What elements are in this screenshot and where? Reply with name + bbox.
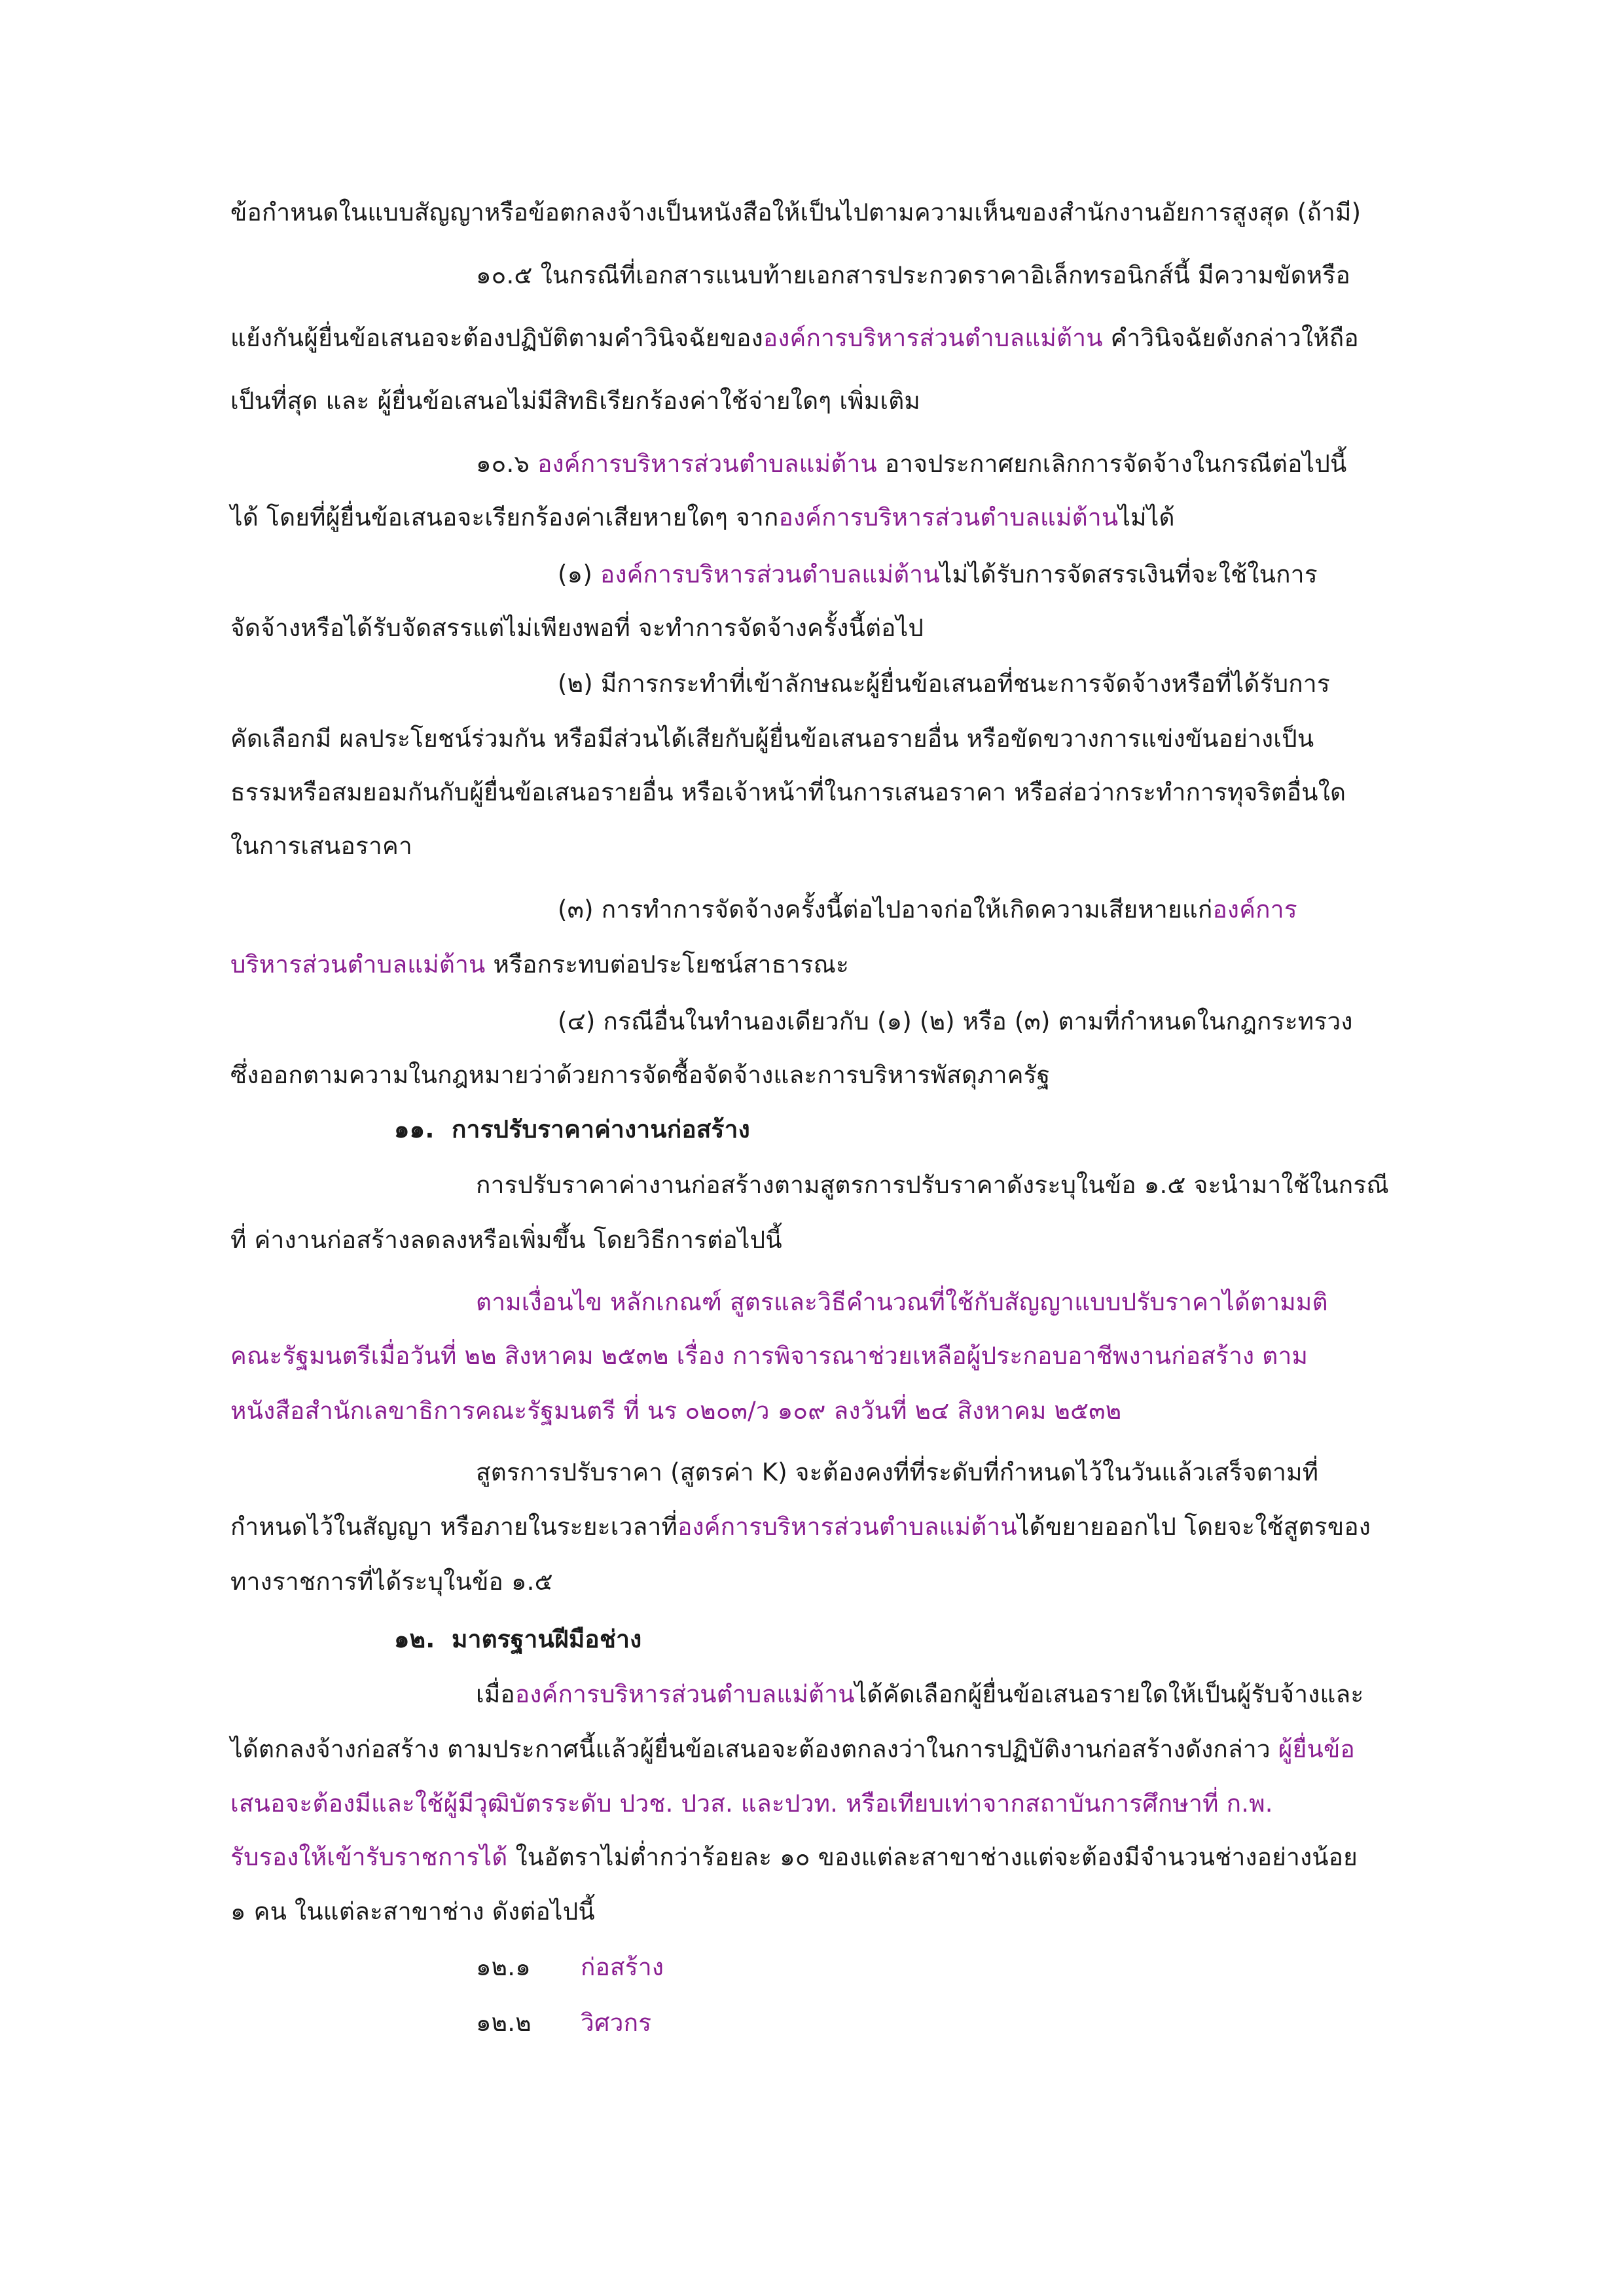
sub-item-2: (๒) มีการกระทำที่เข้าลักษณะผู้ยื่นข้อเสนอที่ชนะการจัดจ้างหรือที่ได้รับการ [558, 670, 1330, 698]
paragraph-line: รับรองให้เข้ารับราชการได้ ในอัตราไม่ต่ำกว่าร้อยละ ๑๐ ของแต่ละสาขาช่างแต่จะต้องมีจำนวนช่างอย่างน้อย [230, 1843, 1358, 1871]
paragraph-line: ได้ โดยที่ผู้ยื่นข้อเสนอจะเรียกร้องค่าเสียหายใดๆ จากองค์การบริหารส่วนตำบลแม่ต้านไม่ได้ [230, 503, 1175, 531]
highlighted-paragraph: เสนอจะต้องมีและใช้ผู้มีวุฒิบัตรระดับ ปวช. ปวส. และปวท. หรือเทียบเท่าจากสถาบันการศึกษาที่ ก.พ. [230, 1789, 1273, 1818]
paragraph-line: เป็นที่สุด และ ผู้ยื่นข้อเสนอไม่มีสิทธิเรียกร้องค่าใช้จ่ายใดๆ เพิ่มเติม [230, 387, 921, 415]
paragraph-line: ธรรมหรือสมยอมกันกับผู้ยื่นข้อเสนอรายอื่น หรือเจ้าหน้าที่ในการเสนอราคา หรือส่อว่ากระทำการทุจริตอื่นใด [230, 778, 1346, 806]
section-heading-12: ๑๒. มาตรฐานฝีมือช่าง [394, 1625, 642, 1653]
paragraph-line: บริหารส่วนตำบลแม่ต้าน หรือกระทบต่อประโยชน์สาธารณะ [230, 950, 850, 978]
org-name: องค์การบริหารส่วนตำบลแม่ต้าน [600, 560, 940, 588]
highlighted-paragraph: หนังสือสำนักเลขาธิการคณะรัฐมนตรี ที่ นร ๐๒๐๓/ว ๑๐๙ ลงวันที่ ๒๔ สิงหาคม ๒๕๓๒ [230, 1397, 1122, 1425]
paragraph-line: ทางราชการที่ได้ระบุในข้อ ๑.๕ [230, 1568, 553, 1596]
clause-10-6: ๑๐.๖ องค์การบริหารส่วนตำบลแม่ต้าน อาจประกาศยกเลิกการจัดจ้างในกรณีต่อไปนี้ [476, 450, 1347, 478]
org-name: องค์การบริหารส่วนตำบลแม่ต้าน [514, 1680, 855, 1708]
org-name: องค์การบริหารส่วนตำบลแม่ต้าน [537, 450, 877, 478]
clause-10-5: ๑๐.๕ ในกรณีที่เอกสารแนบท้ายเอกสารประกวดราคาอิเล็กทรอนิกส์นี้ มีความขัดหรือ [476, 261, 1350, 289]
paragraph-line: สูตรการปรับราคา (สูตรค่า K) จะต้องคงที่ที่ระดับที่กำหนดไว้ในวันแล้วเสร็จตามที่ [476, 1458, 1319, 1486]
highlighted-paragraph: ตามเงื่อนไข หลักเกณฑ์ สูตรและวิธีคำนวณที่ใช้กับสัญญาแบบปรับราคาได้ตามมติ [476, 1288, 1328, 1316]
paragraph-line: ที่ ค่างานก่อสร้างลดลงหรือเพิ่มขึ้น โดยวิธีการต่อไปนี้ [230, 1226, 782, 1254]
sub-item-4: (๔) กรณีอื่นในทำนองเดียวกับ (๑) (๒) หรือ (๓) ตามที่กำหนดในกฎกระทรวง [558, 1007, 1353, 1035]
sub-item-1: (๑) องค์การบริหารส่วนตำบลแม่ต้านไม่ได้รับการจัดสรรเงินที่จะใช้ในการ [558, 560, 1318, 588]
highlighted-paragraph: คณะรัฐมนตรีเมื่อวันที่ ๒๒ สิงหาคม ๒๕๓๒ เรื่อง การพิจารณาช่วยเหลือผู้ประกอบอาชีพงานก่อสร้าง ตาม [230, 1342, 1308, 1370]
list-item-12-1: ๑๒.๑ ก่อสร้าง [476, 1953, 664, 1981]
paragraph-line: ซึ่งออกตามความในกฎหมายว่าด้วยการจัดซื้อจัดจ้างและการบริหารพัสดุภาครัฐ [230, 1061, 1051, 1089]
sub-item-3: (๓) การทำการจัดจ้างครั้งนี้ต่อไปอาจก่อให้เกิดความเสียหายแก่องค์การ [558, 895, 1297, 924]
section-heading-11: ๑๑. การปรับราคาค่างานก่อสร้าง [394, 1115, 750, 1143]
paragraph-line: ๑ คน ในแต่ละสาขาช่าง ดังต่อไปนี้ [230, 1897, 595, 1926]
paragraph-line: เมื่อองค์การบริหารส่วนตำบลแม่ต้านได้คัดเลือกผู้ยื่นข้อเสนอรายใดให้เป็นผู้รับจ้างและ [476, 1680, 1364, 1708]
paragraph-line: จัดจ้างหรือได้รับจัดสรรแต่ไม่เพียงพอที่ จะทำการจัดจ้างครั้งนี้ต่อไป [230, 614, 924, 642]
org-name: องค์การบริหารส่วนตำบลแม่ต้าน [778, 503, 1119, 531]
paragraph-line: ในการเสนอราคา [230, 832, 412, 860]
paragraph-line: ได้ตกลงจ้างก่อสร้าง ตามประกาศนี้แล้วผู้ยื่นข้อเสนอจะต้องตกลงว่าในการปฏิบัติงานก่อสร้างดังกล่าว ผู้ยื่นข้อ [230, 1735, 1355, 1763]
paragraph-line: ข้อกำหนดในแบบสัญญาหรือข้อตกลงจ้างเป็นหนังสือให้เป็นไปตามความเห็นของสำนักงานอัยการสูงสุด (ถ้ามี) [230, 198, 1362, 226]
org-name: องค์การบริหารส่วนตำบลแม่ต้าน [677, 1513, 1017, 1541]
paragraph-line: คัดเลือกมี ผลประโยชน์ร่วมกัน หรือมีส่วนได้เสียกับผู้ยื่นข้อเสนอรายอื่น หรือขัดขวางการแข่งขันอย่างเป็น [230, 725, 1314, 753]
org-name: องค์การบริหารส่วนตำบลแม่ต้าน [763, 324, 1103, 352]
paragraph-line: กำหนดไว้ในสัญญา หรือภายในระยะเวลาที่องค์การบริหารส่วนตำบลแม่ต้านได้ขยายออกไป โดยจะใช้สูตรของ [230, 1513, 1371, 1541]
paragraph-line: แย้งกันผู้ยื่นข้อเสนอจะต้องปฏิบัติตามคำวินิจฉัยขององค์การบริหารส่วนตำบลแม่ต้าน คำวินิจฉัยดังกล่าวให้ถือ [230, 324, 1359, 352]
list-item-12-2: ๑๒.๒ วิศวกร [476, 2009, 652, 2037]
paragraph-line: การปรับราคาค่างานก่อสร้างตามสูตรการปรับราคาดังระบุในข้อ ๑.๕ จะนำมาใช้ในกรณี [476, 1171, 1389, 1199]
